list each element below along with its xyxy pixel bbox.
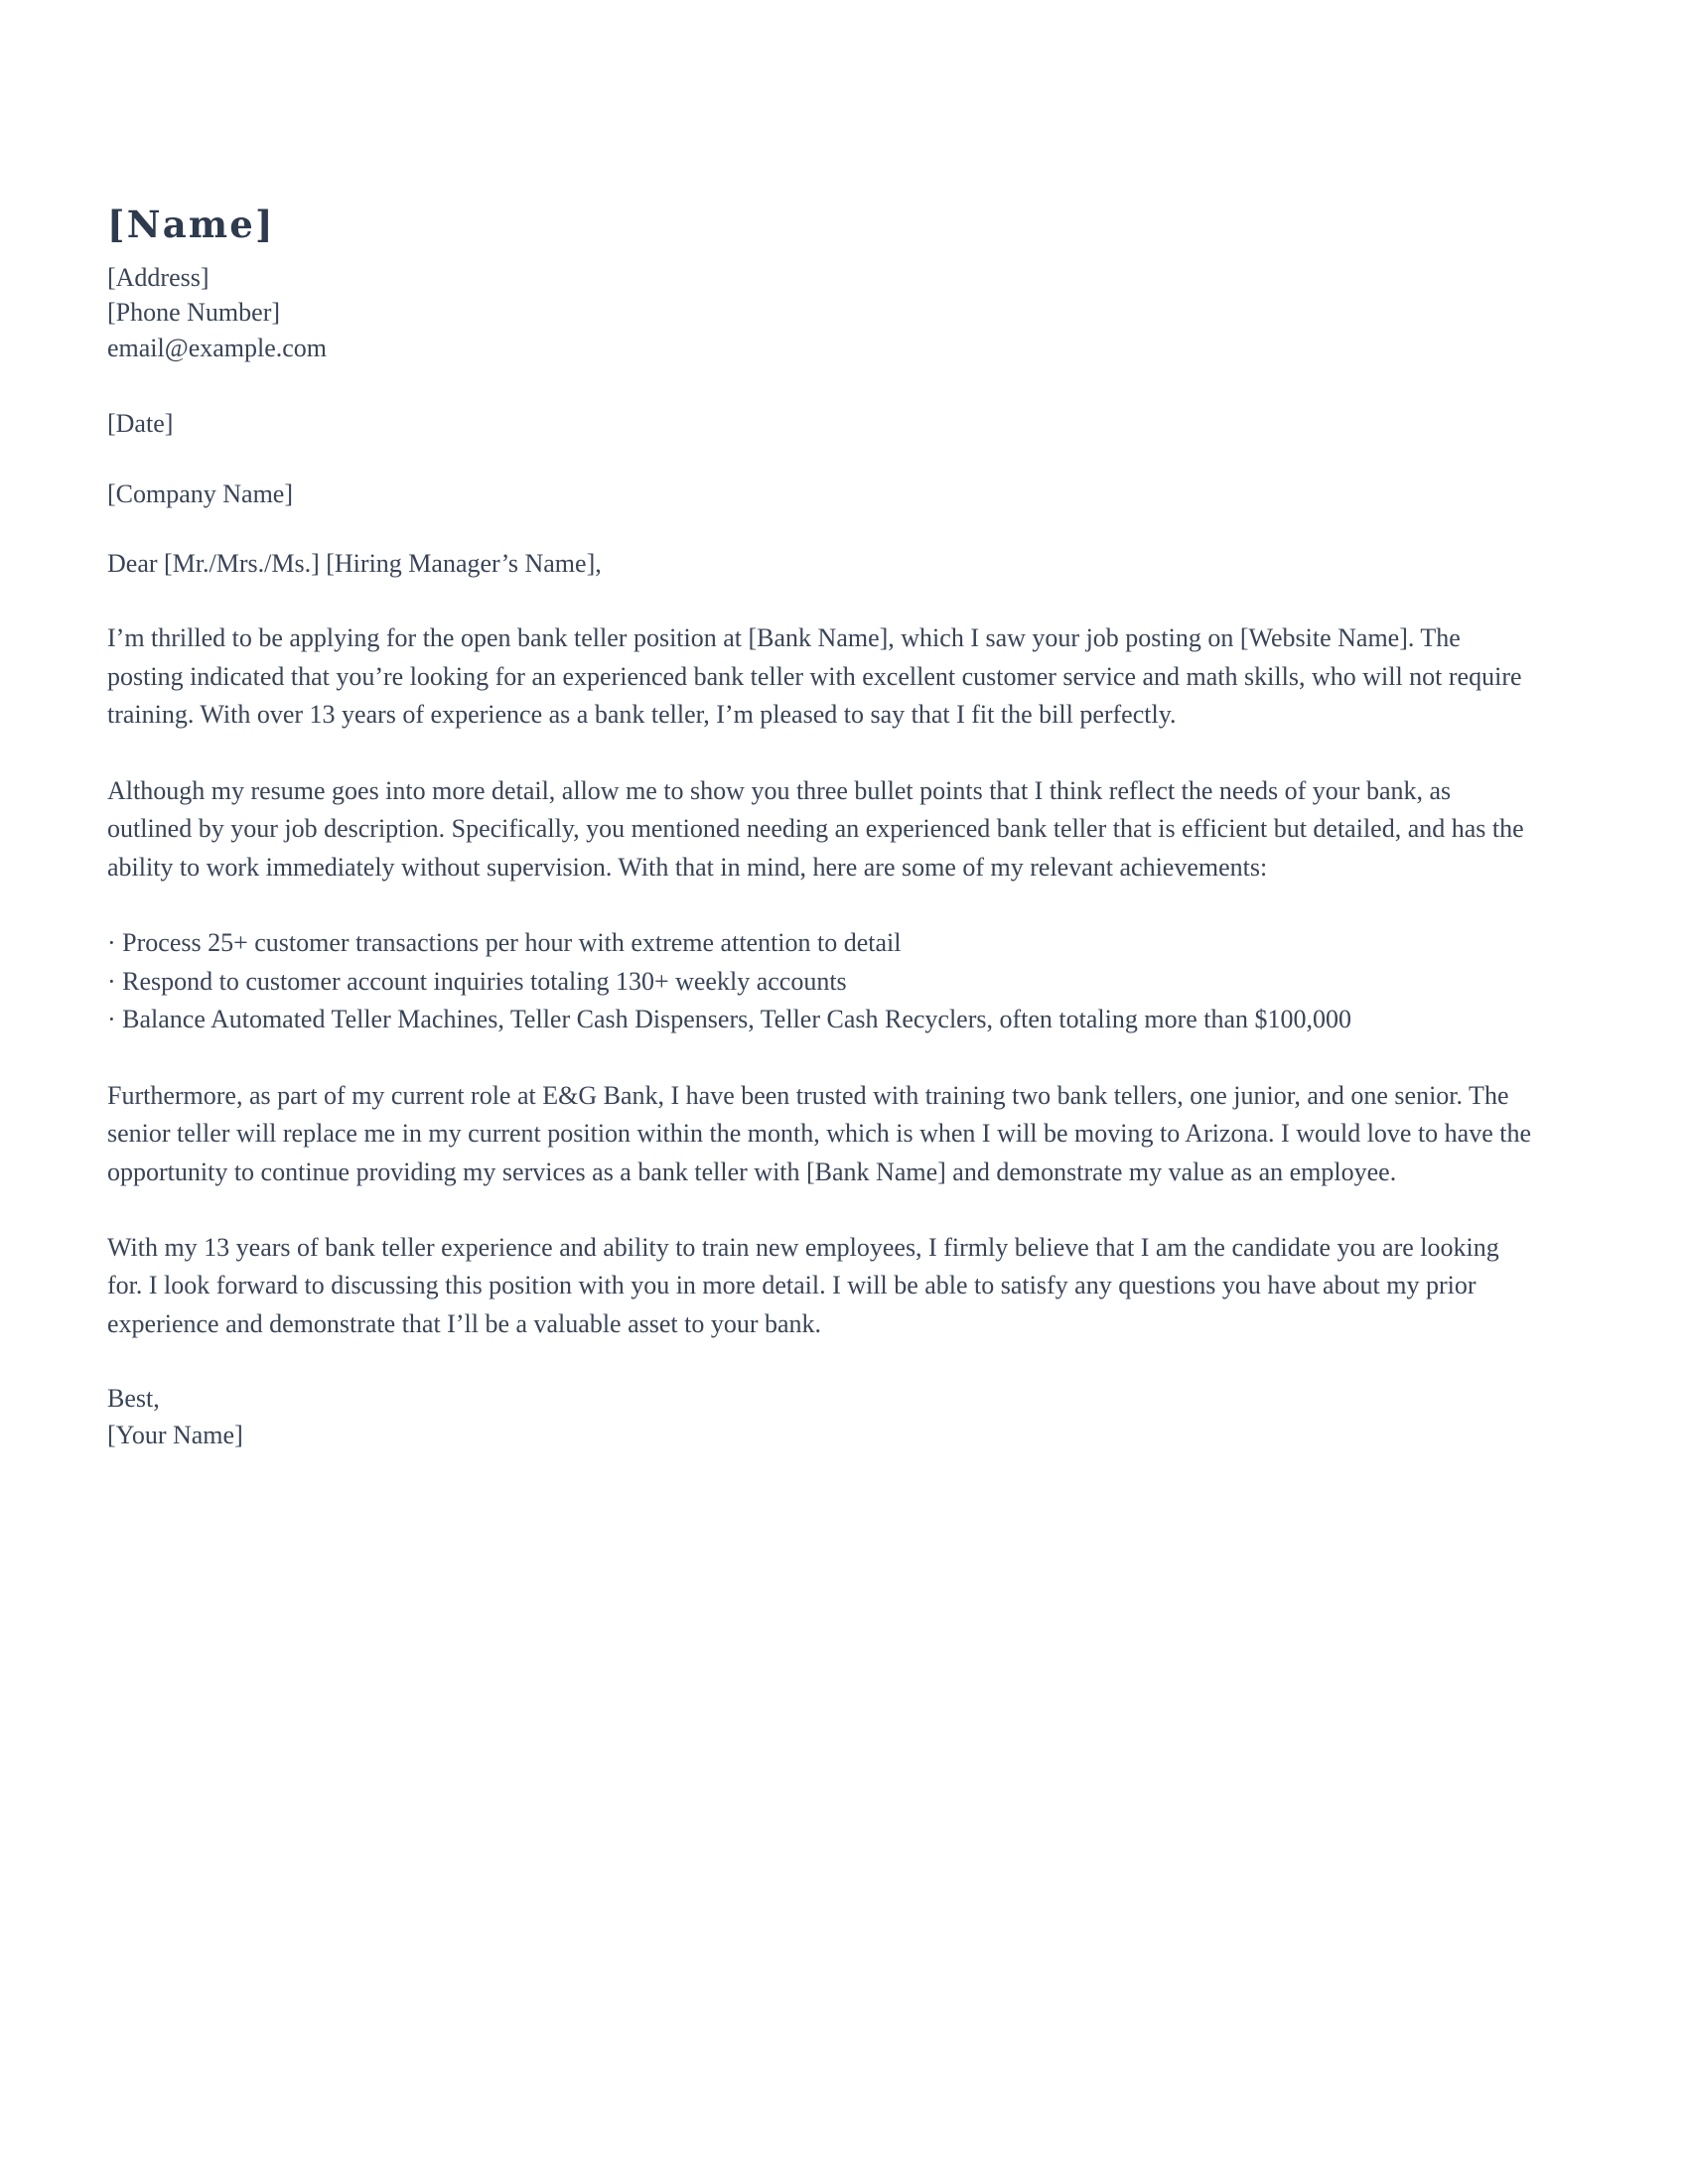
- spacer-after-company: [107, 512, 1537, 546]
- applicant-email: email@example.com: [107, 334, 328, 363]
- achievements-list: [107, 924, 1537, 1038]
- spacer-after-date: [107, 443, 1537, 477]
- letter-date: [Date]: [107, 409, 174, 439]
- applicant-address: [Address]: [107, 262, 210, 292]
- spacer-after-letterhead: [107, 366, 1537, 406]
- list-item: · Process 25+ customer transactions per hour with extreme attention to detail: [107, 928, 902, 958]
- signature-name: [Your Name]: [107, 1420, 243, 1449]
- recipient-company: [Company Name]: [107, 478, 294, 508]
- sign-off: Best,: [107, 1384, 160, 1414]
- list-item: · Respond to customer account inquiries totaling 130+ weekly accounts: [107, 966, 847, 996]
- salutation: Dear [Mr./Mrs./Ms.] [Hiring Manager’s Name],: [107, 548, 602, 578]
- body-paragraph-3: Furthermore, as part of my current role at E&G Bank, I have been trusted with training two bank tellers, one junior, and one senior. The senior teller will replace me in my current position within the month, which is when I will be moving to Arizona. I would love to have the opportunity to continue providing my services as a bank teller with [Bank Name] and demonstrate my value as an employee.: [107, 1080, 1532, 1186]
- body-paragraph-4: With my 13 years of bank teller experience and ability to train new employees, I firmly believe that I am the candidate you are looking for. I look forward to discussing this position with you in more detail. I will be able to satisfy any questions you have about my prior experience and demonstrate that I’ll be a valuable asset to your bank.: [107, 1232, 1499, 1338]
- list-item: · Balance Automated Teller Machines, Teller Cash Dispensers, Teller Cash Recyclers, often totaling more than $100,000: [107, 1005, 1352, 1034]
- body-paragraph-1: I’m thrilled to be applying for the open bank teller position at [Bank Name], which I saw your job posting on [Website Name]. The posting indicated that you’re looking for an experienced bank teller with excellent customer service and math skills, who will not require training. With over 13 years of experience as a bank teller, I’m pleased to say that I fit the bill perfectly.: [107, 623, 1522, 730]
- letterhead: [107, 204, 1537, 366]
- closing-block: [107, 1381, 1537, 1453]
- cover-letter-body: [107, 204, 1537, 1453]
- applicant-name-heading: [Name]: [107, 203, 275, 246]
- body-paragraph-2: Although my resume goes into more detail, allow me to show you three bullet points that I think reflect the needs of your bank, as outlined by your job description. Specifically, you mentioned needing an experienced bank teller that is efficient but detailed, and has the ability to work immediately without supervision. With that in mind, here are some of my relevant achievements:: [107, 775, 1524, 882]
- applicant-phone: [Phone Number]: [107, 298, 281, 328]
